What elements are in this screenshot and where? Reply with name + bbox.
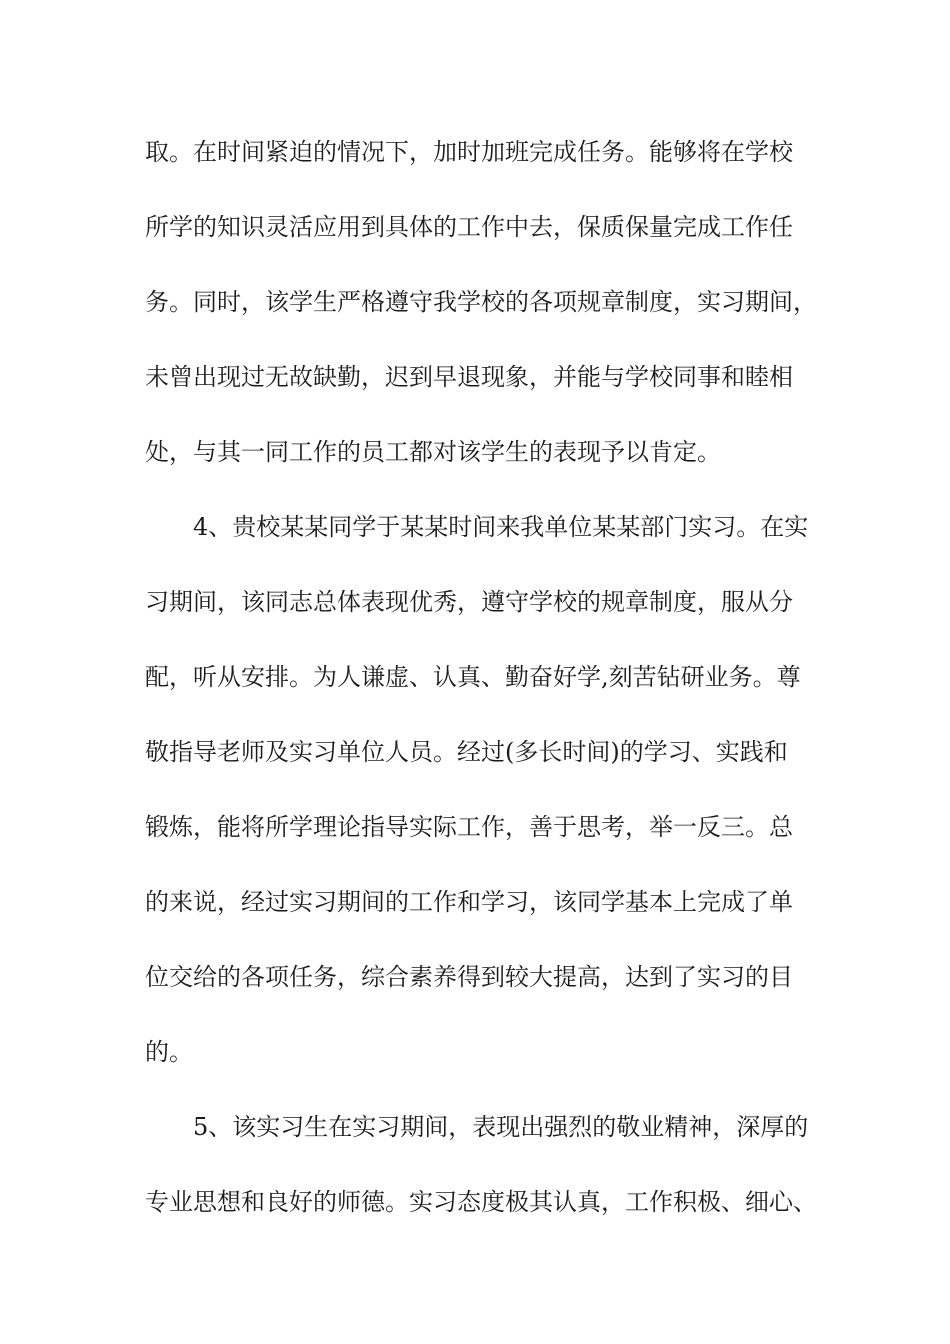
text-line: 的。	[145, 1038, 193, 1066]
text-line: 配，听从安排。为人谦虚、认真、勤奋好学,刻苦钻研业务。尊	[145, 663, 801, 691]
paragraph-first-line: 5、该实习生在实习期间，表现出强烈的敬业精神，深厚的	[193, 1113, 809, 1141]
text-line: 习期间，该同志总体表现优秀，遵守学校的规章制度，服从分	[145, 588, 793, 616]
text-line: 的来说，经过实习期间的工作和学习，该同学基本上完成了单	[145, 888, 793, 916]
text-line: 专业思想和良好的师德。实习态度极其认真，工作积极、细心、	[145, 1188, 817, 1216]
text-line: 务。同时，该学生严格遵守我学校的各项规章制度，实习期间，	[145, 288, 817, 316]
text-line: 位交给的各项任务，综合素养得到较大提高，达到了实习的目	[145, 963, 793, 991]
paragraph-first-line: 4、贵校某某同学于某某时间来我单位某某部门实习。在实	[193, 513, 809, 541]
text-line: 所学的知识灵活应用到具体的工作中去，保质保量完成工作任	[145, 213, 793, 241]
text-line: 取。在时间紧迫的情况下，加时加班完成任务。能够将在学校	[145, 138, 793, 166]
text-line: 锻炼，能将所学理论指导实际工作，善于思考，举一反三。总	[145, 813, 793, 841]
text-line: 敬指导老师及实习单位人员。经过(多长时间)的学习、实践和	[145, 738, 788, 766]
text-line: 处，与其一同工作的员工都对该学生的表现予以肯定。	[145, 438, 721, 466]
text-line: 未曾出现过无故缺勤，迟到早退现象，并能与学校同事和睦相	[145, 363, 793, 391]
